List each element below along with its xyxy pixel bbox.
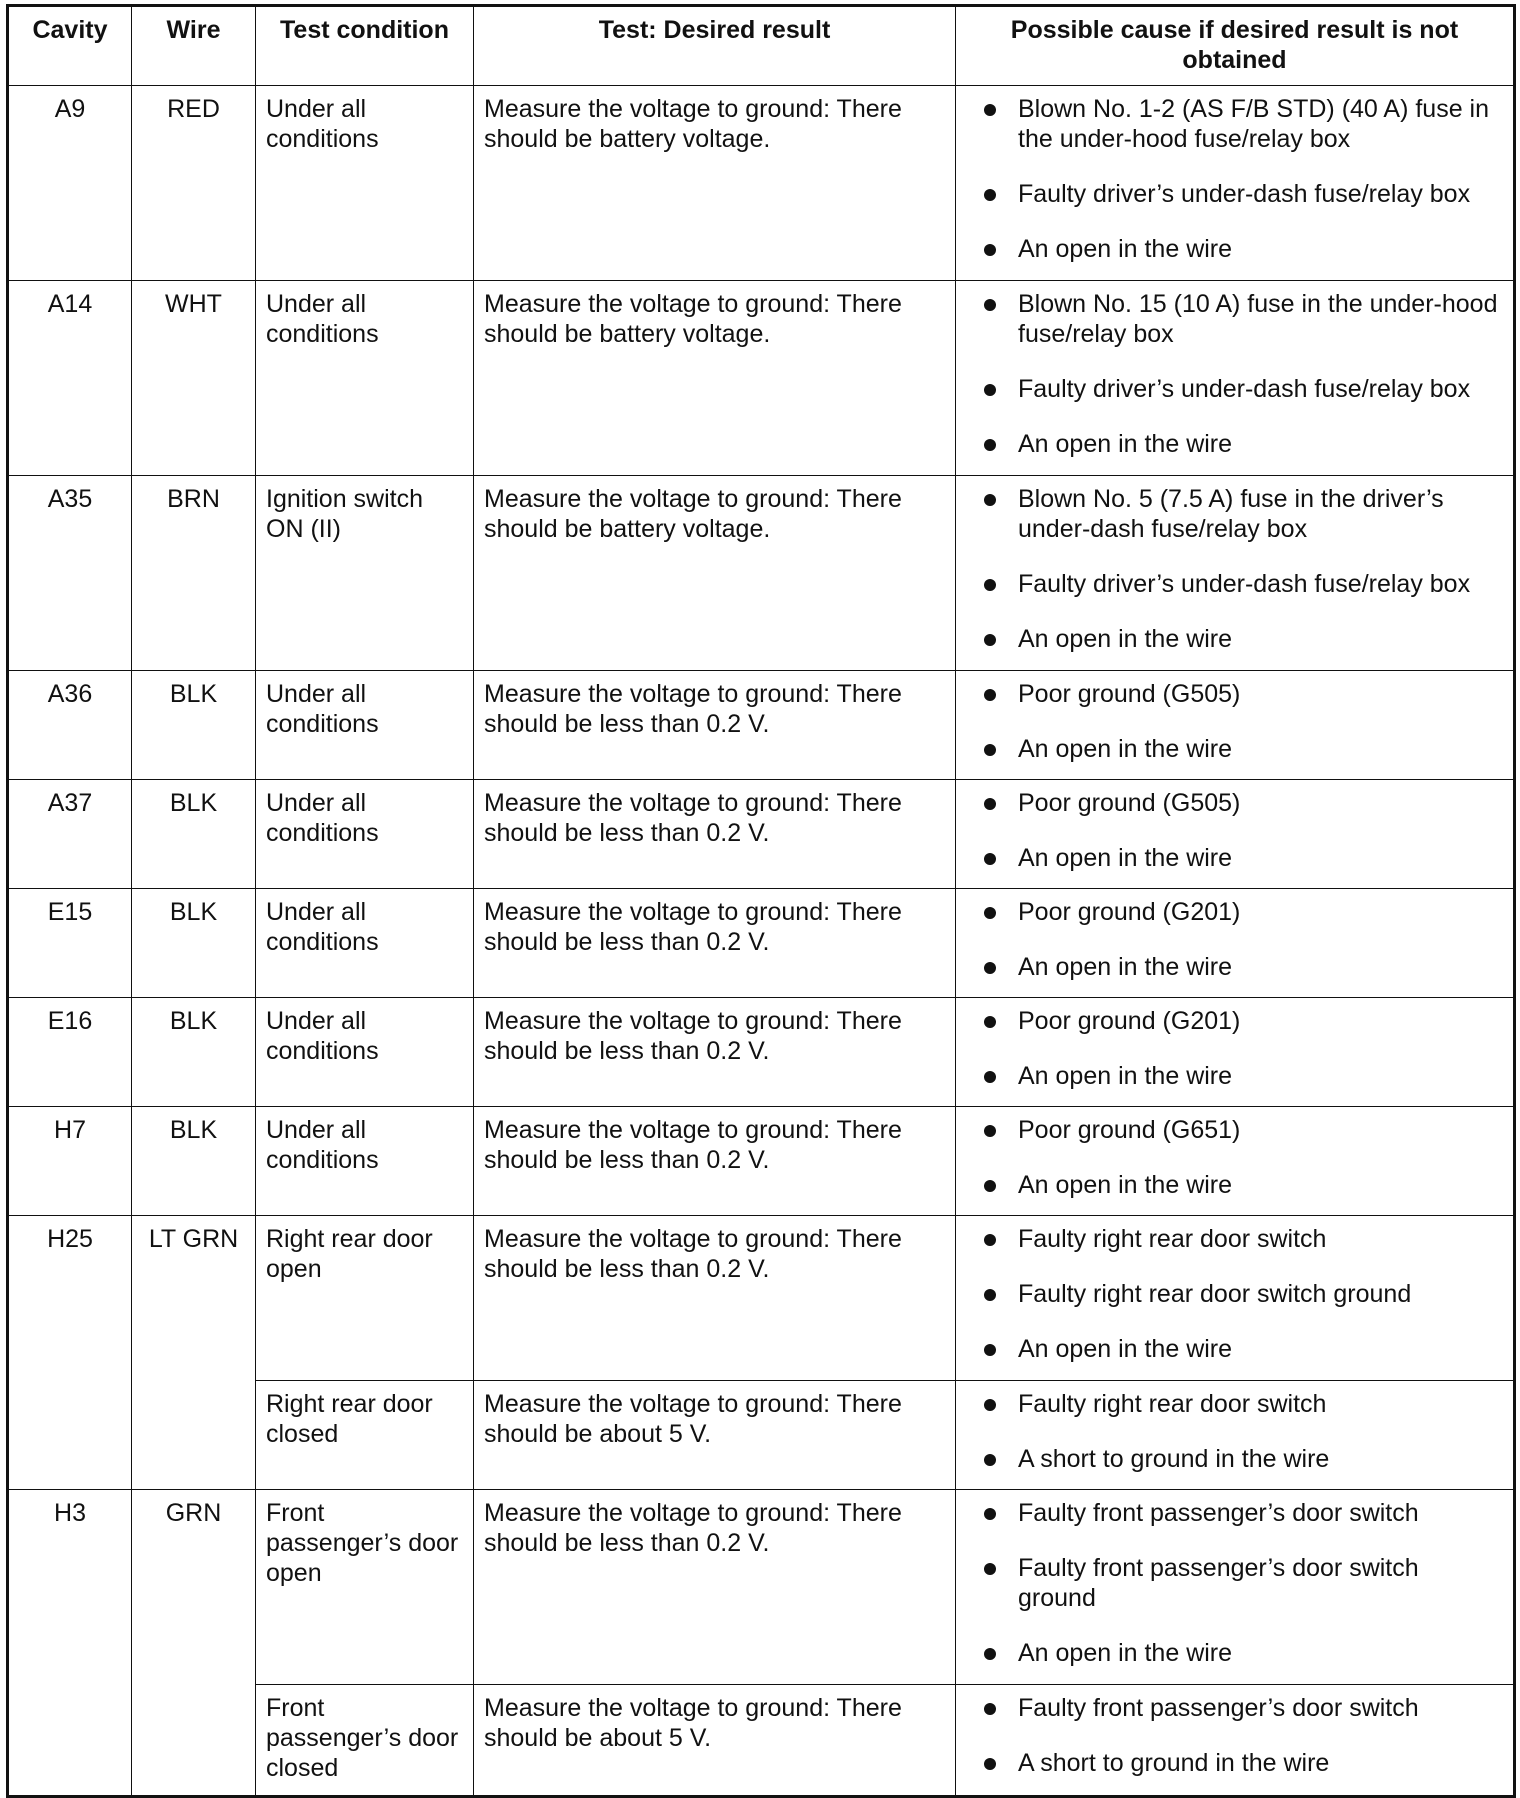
bullet-icon — [984, 1648, 996, 1660]
bullet-icon — [984, 1234, 996, 1246]
cause-item: Poor ground (G505) — [966, 679, 1503, 709]
table-row — [8, 476, 1515, 671]
table-row — [8, 1216, 1515, 1381]
cavity-cell: A35 — [8, 476, 132, 671]
desired-result-cell: Measure the voltage to ground: There should be less than 0.2 V. — [474, 889, 956, 998]
cavity-cell: E16 — [8, 998, 132, 1107]
bullet-icon — [984, 1016, 996, 1028]
bullet-icon — [984, 1758, 996, 1770]
test-condition-cell: Under all conditions — [256, 86, 474, 281]
table-row — [8, 281, 1515, 476]
wire-cell: LT GRN — [132, 1216, 256, 1490]
table-row — [8, 889, 1515, 998]
test-condition-cell: Under all conditions — [256, 1107, 474, 1216]
bullet-icon — [984, 384, 996, 396]
wire-cell: BLK — [132, 671, 256, 780]
desired-result-cell: Measure the voltage to ground: There should be less than 0.2 V. — [474, 1216, 956, 1381]
bullet-icon — [984, 579, 996, 591]
possible-cause-cell — [956, 1381, 1515, 1490]
possible-cause-cell — [956, 476, 1515, 671]
header-possible-cause: Possible cause if desired result is not obtained — [956, 6, 1515, 86]
bullet-icon — [984, 494, 996, 506]
table-row — [8, 671, 1515, 780]
test-condition-cell: Front passenger’s door closed — [256, 1685, 474, 1797]
test-condition-cell: Right rear door open — [256, 1216, 474, 1381]
cavity-cell: A9 — [8, 86, 132, 281]
bullet-icon — [984, 744, 996, 756]
cause-item: Faulty front passenger’s door switch ground — [966, 1553, 1503, 1613]
possible-cause-cell — [956, 889, 1515, 998]
bullet-icon — [984, 1508, 996, 1520]
cause-item: An open in the wire — [966, 952, 1503, 982]
possible-cause-cell — [956, 1107, 1515, 1216]
cause-item: An open in the wire — [966, 624, 1503, 654]
cavity-cell: E15 — [8, 889, 132, 998]
cause-item: An open in the wire — [966, 843, 1503, 873]
bullet-icon — [984, 907, 996, 919]
desired-result-cell: Measure the voltage to ground: There should be about 5 V. — [474, 1381, 956, 1490]
possible-cause-cell — [956, 1490, 1515, 1685]
bullet-icon — [984, 439, 996, 451]
desired-result-cell: Measure the voltage to ground: There should be about 5 V. — [474, 1685, 956, 1797]
bullet-icon — [984, 1125, 996, 1137]
cause-item: A short to ground in the wire — [966, 1444, 1503, 1474]
cause-item: Faulty driver’s under-dash fuse/relay box — [966, 179, 1503, 209]
cause-item: Faulty driver’s under-dash fuse/relay box — [966, 569, 1503, 599]
wire-cell: BRN — [132, 476, 256, 671]
test-condition-cell: Ignition switch ON (II) — [256, 476, 474, 671]
cause-item: Faulty front passenger’s door switch — [966, 1498, 1503, 1528]
header-desired-result: Test: Desired result — [474, 6, 956, 86]
test-condition-cell: Under all conditions — [256, 998, 474, 1107]
bullet-icon — [984, 1289, 996, 1301]
cause-item: Blown No. 15 (10 A) fuse in the under-hood fuse/relay box — [966, 289, 1503, 349]
desired-result-cell: Measure the voltage to ground: There should be less than 0.2 V. — [474, 1490, 956, 1685]
cavity-cell: H7 — [8, 1107, 132, 1216]
bullet-icon — [984, 1071, 996, 1083]
wire-cell: BLK — [132, 889, 256, 998]
cavity-cell: A36 — [8, 671, 132, 780]
cause-item: An open in the wire — [966, 234, 1503, 264]
desired-result-cell: Measure the voltage to ground: There should be less than 0.2 V. — [474, 998, 956, 1107]
bullet-icon — [984, 189, 996, 201]
possible-cause-cell — [956, 671, 1515, 780]
cause-item: An open in the wire — [966, 1334, 1503, 1364]
wire-cell: BLK — [132, 780, 256, 889]
possible-cause-cell — [956, 86, 1515, 281]
cause-item: Faulty front passenger’s door switch — [966, 1693, 1503, 1723]
bullet-icon — [984, 798, 996, 810]
possible-cause-cell — [956, 281, 1515, 476]
desired-result-cell: Measure the voltage to ground: There should be less than 0.2 V. — [474, 671, 956, 780]
desired-result-cell: Measure the voltage to ground: There should be battery voltage. — [474, 281, 956, 476]
bullet-icon — [984, 1399, 996, 1411]
bullet-icon — [984, 634, 996, 646]
cause-item: A short to ground in the wire — [966, 1748, 1503, 1778]
table-row — [8, 86, 1515, 281]
header-wire: Wire — [132, 6, 256, 86]
table-header-row — [8, 6, 1515, 86]
desired-result-cell: Measure the voltage to ground: There should be less than 0.2 V. — [474, 780, 956, 889]
header-cavity: Cavity — [8, 6, 132, 86]
possible-cause-cell — [956, 1685, 1515, 1797]
cause-item: An open in the wire — [966, 1170, 1503, 1200]
test-condition-cell: Right rear door closed — [256, 1381, 474, 1490]
test-condition-cell: Under all conditions — [256, 281, 474, 476]
cause-item: Poor ground (G505) — [966, 788, 1503, 818]
diagnostic-table — [6, 4, 1516, 1798]
bullet-icon — [984, 962, 996, 974]
cause-item: Blown No. 1-2 (AS F/B STD) (40 A) fuse in the under-hood fuse/relay box — [966, 94, 1503, 154]
bullet-icon — [984, 104, 996, 116]
cause-item: An open in the wire — [966, 734, 1503, 764]
bullet-icon — [984, 1344, 996, 1356]
table-row — [8, 998, 1515, 1107]
cause-item: Poor ground (G651) — [966, 1115, 1503, 1145]
wire-cell: WHT — [132, 281, 256, 476]
bullet-icon — [984, 1703, 996, 1715]
header-test-condition: Test condition — [256, 6, 474, 86]
table-row — [8, 1490, 1515, 1685]
cause-item: Poor ground (G201) — [966, 1006, 1503, 1036]
bullet-icon — [984, 1563, 996, 1575]
test-condition-cell: Front passenger’s door open — [256, 1490, 474, 1685]
wire-cell: BLK — [132, 998, 256, 1107]
cause-item: Poor ground (G201) — [966, 897, 1503, 927]
cause-item: Faulty right rear door switch — [966, 1389, 1503, 1419]
bullet-icon — [984, 1180, 996, 1192]
test-condition-cell: Under all conditions — [256, 671, 474, 780]
cavity-cell: A37 — [8, 780, 132, 889]
cause-item: Faulty right rear door switch ground — [966, 1279, 1503, 1309]
test-condition-cell: Under all conditions — [256, 780, 474, 889]
desired-result-cell: Measure the voltage to ground: There should be battery voltage. — [474, 476, 956, 671]
cause-item: Blown No. 5 (7.5 A) fuse in the driver’s under-dash fuse/relay box — [966, 484, 1503, 544]
possible-cause-cell — [956, 1216, 1515, 1381]
cavity-cell: H3 — [8, 1490, 132, 1797]
cause-item: An open in the wire — [966, 1638, 1503, 1668]
bullet-icon — [984, 244, 996, 256]
wire-cell: GRN — [132, 1490, 256, 1797]
possible-cause-cell — [956, 780, 1515, 889]
cause-item: An open in the wire — [966, 1061, 1503, 1091]
possible-cause-cell — [956, 998, 1515, 1107]
cause-item: An open in the wire — [966, 429, 1503, 459]
cause-item: Faulty right rear door switch — [966, 1224, 1503, 1254]
bullet-icon — [984, 853, 996, 865]
cause-item: Faulty driver’s under-dash fuse/relay box — [966, 374, 1503, 404]
test-condition-cell: Under all conditions — [256, 889, 474, 998]
table-row — [8, 780, 1515, 889]
bullet-icon — [984, 689, 996, 701]
bullet-icon — [984, 299, 996, 311]
cavity-cell: A14 — [8, 281, 132, 476]
bullet-icon — [984, 1454, 996, 1466]
wire-cell: RED — [132, 86, 256, 281]
desired-result-cell: Measure the voltage to ground: There should be less than 0.2 V. — [474, 1107, 956, 1216]
wire-cell: BLK — [132, 1107, 256, 1216]
cavity-cell: H25 — [8, 1216, 132, 1490]
desired-result-cell: Measure the voltage to ground: There should be battery voltage. — [474, 86, 956, 281]
table-row — [8, 1107, 1515, 1216]
